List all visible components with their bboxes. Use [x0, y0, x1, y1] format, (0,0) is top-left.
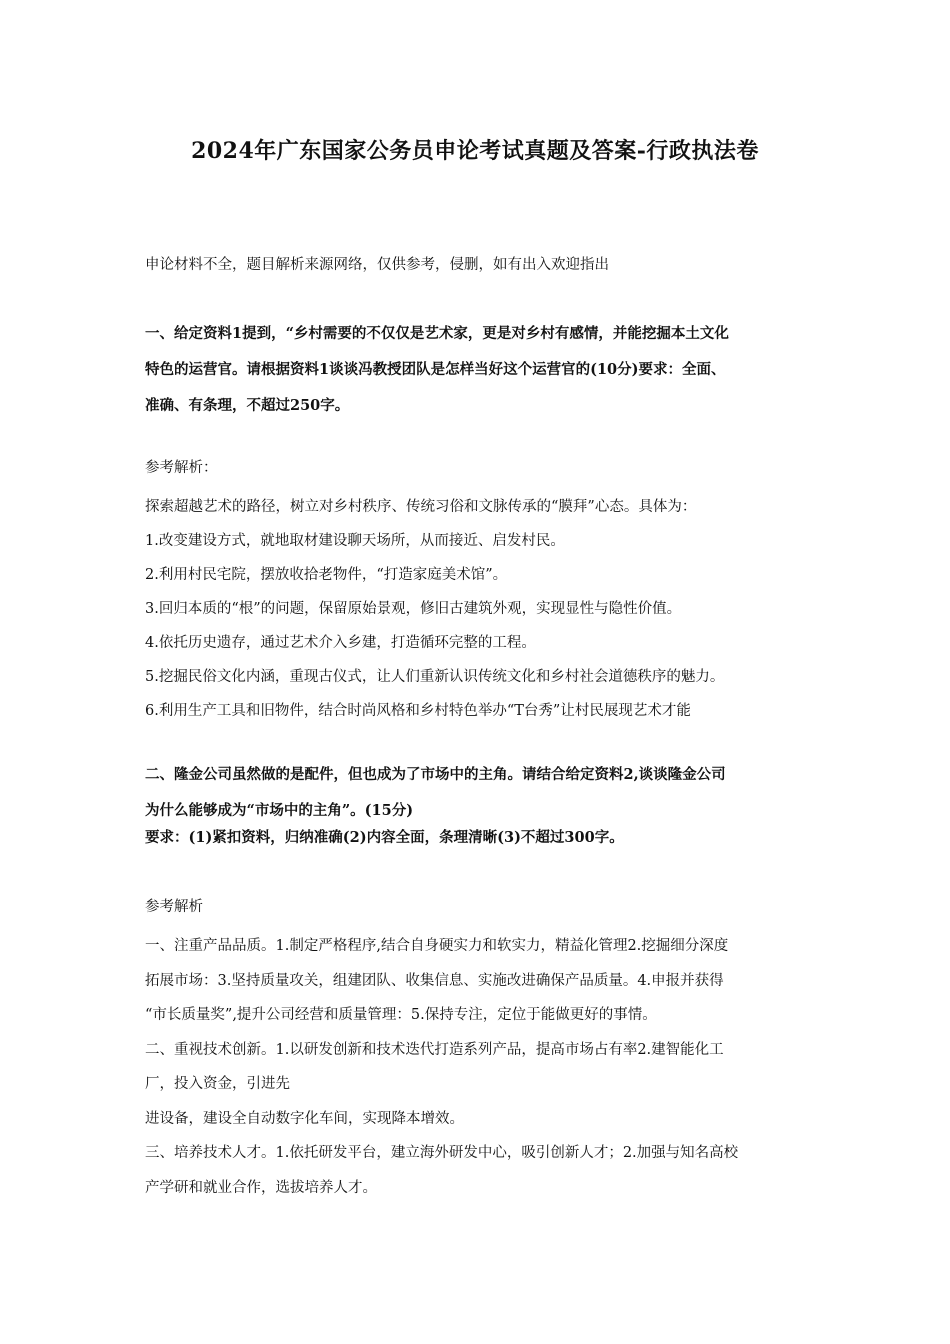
answer-2-heading: 参考解析 — [145, 899, 203, 915]
answer-1-line: 6.利用生产工具和旧物件，结合时尚风格和乡村特色举办“T台秀”让村民展现艺术才能 — [145, 703, 691, 719]
question-1-line: 一、给定资料1提到，“乡村需要的不仅仅是艺术家，更是对乡村有感情，并能挖掘本土文化 — [145, 325, 729, 342]
answer-1-heading: 参考解析： — [145, 460, 218, 476]
answer-1-line: 4.依托历史遗存，通过艺术介入乡建，打造循环完整的工程。 — [145, 635, 536, 651]
answer-2-line: 进设备，建设全自动数字化车间，实现降本增效。 — [145, 1110, 464, 1127]
question-2-line: 二、隆金公司虽然做的是配件，但也成为了市场中的主角。请结合给定资料2,谈谈隆金公司 — [145, 766, 726, 783]
answer-2-line: 三、培养技术人才。1.依托研发平台，建立海外研发中心，吸引创新人才；2.加强与知名高校 — [145, 1145, 739, 1161]
answer-2 — [145, 929, 810, 1205]
answer-2-line: 一、注重产品品质。1.制定严格程序,结合自身硬实力和软实力，精益化管理2.挖掘细分深度 — [145, 938, 729, 954]
answer-2-line: “市长质量奖”,提升公司经营和质量管理：5.保持专注，定位于能做更好的事情。 — [145, 1007, 657, 1023]
question-1-line: 准确、有条理，不超过250字。 — [145, 397, 350, 414]
answer-1 — [145, 490, 810, 728]
answer-1-line: 1.改变建设方式，就地取材建设聊天场所，从而接近、启发村民。 — [145, 533, 565, 549]
answer-1-line: 3.回归本质的“根”的问题，保留原始景观，修旧古建筑外观，实现显性与隐性价值。 — [145, 601, 682, 617]
question-1 — [145, 316, 810, 424]
intro-note: 申论材料不全，题目解析来源网络，仅供参考，侵删，如有出入欢迎指出 — [145, 257, 609, 273]
question-2-requirement: 要求：(1)紧扣资料，归纳准确(2)内容全面，条理清晰(3)不超过300字。 — [145, 829, 624, 846]
answer-2-line: 厂，投入资金，引进先 — [145, 1076, 290, 1092]
answer-1-line: 5.挖掘民俗文化内涵，重现古仪式，让人们重新认识传统文化和乡村社会道德秩序的魅力。 — [145, 669, 725, 685]
answer-1-line: 探索超越艺术的路径，树立对乡村秩序、传统习俗和文脉传承的“膜拜”心态。具体为： — [145, 499, 697, 515]
answer-2-line: 拓展市场：3.坚持质量攻关，组建团队、收集信息、实施改进确保产品质量。4.申报并获得 — [145, 972, 724, 989]
question-1-line: 特色的运营官。请根据资料1谈谈冯教授团队是怎样当好这个运营官的(10分)要求：全面、 — [145, 361, 726, 378]
answer-2-line: 二、重视技术创新。1.以研发创新和技术迭代打造系列产品，提高市场占有率2.建智能化工 — [145, 1041, 724, 1058]
question-2 — [145, 757, 810, 829]
answer-2-line: 产学研和就业合作，选拔培养人才。 — [145, 1179, 377, 1196]
question-2-line: 为什么能够成为“市场中的主角”。(15分) — [145, 802, 414, 819]
answer-1-line: 2.利用村民宅院，摆放收拾老物件，“打造家庭美术馆”。 — [145, 567, 508, 583]
document-title: 2024年广东国家公务员申论考试真题及答案-行政执法卷 — [191, 138, 759, 164]
